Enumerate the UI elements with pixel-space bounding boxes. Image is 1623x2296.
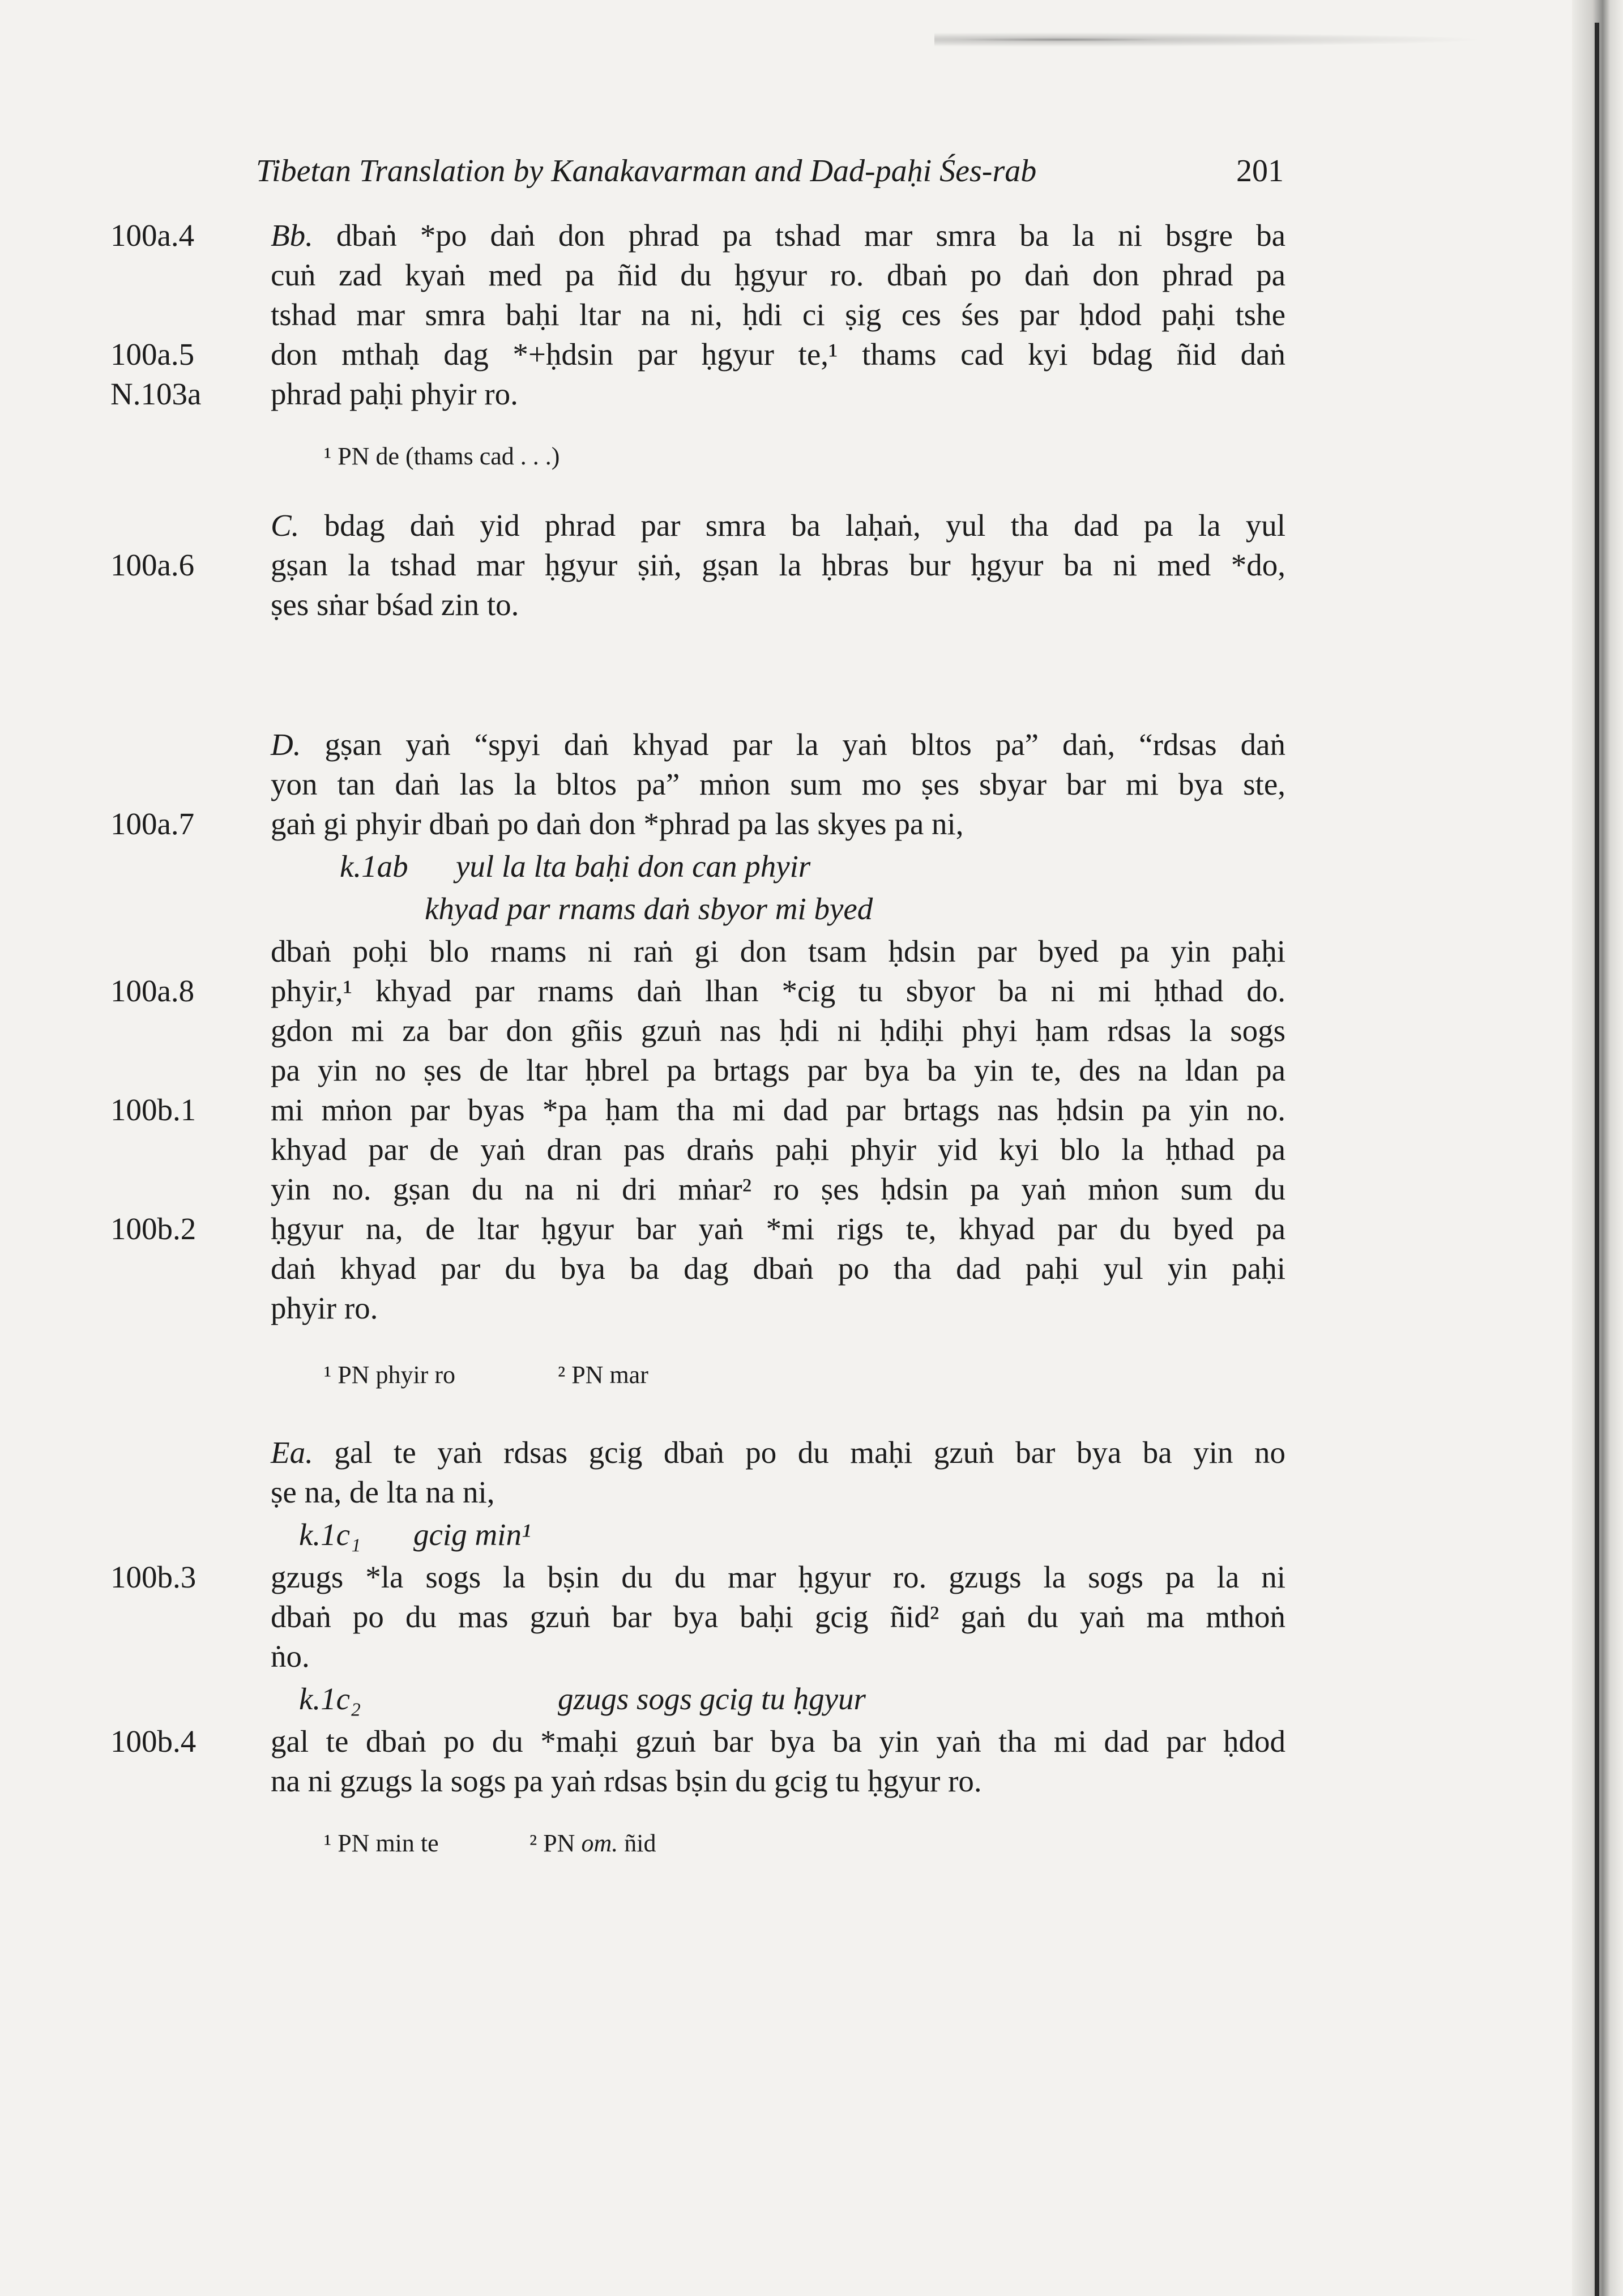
text-line: cuṅ zad kyaṅ med pa ñid du ḥgyur ro. dbaṅ po daṅ don phrad pa xyxy=(271,258,1285,292)
text-span: gṣan yaṅ “spyi daṅ khyad par la yaṅ bltos pa” daṅ, “rdsas daṅ xyxy=(324,727,1285,762)
section-label: D. xyxy=(271,727,301,762)
verse-line: khyad par rnams daṅ sbyor mi byed xyxy=(425,891,873,926)
text-line: mi mṅon par byas *pa ḥam tha mi dad par brtags nas ḥdsin pa yin no. xyxy=(271,1092,1285,1127)
text-span: bdag daṅ yid phrad par smra ba laḥaṅ, yul tha dad pa la yul xyxy=(324,508,1285,543)
verse-label: k.1ab xyxy=(340,849,408,884)
running-head xyxy=(256,148,1284,194)
section-label: C. xyxy=(271,508,300,543)
text-line: dbaṅ po du mas gzuṅ bar bya baḥi gcig ñid² gaṅ du yaṅ ma mthoṅ xyxy=(271,1599,1285,1634)
text-line: daṅ khyad par du bya ba dag dbaṅ po tha dad paḥi yul yin paḥi xyxy=(271,1251,1285,1286)
text-span: gal te yaṅ rdsas gcig dbaṅ po du maḥi gzuṅ bar bya ba yin no xyxy=(334,1435,1285,1470)
margin-ref: 100a.6 xyxy=(110,548,195,582)
section-label: Bb. xyxy=(271,218,313,253)
verse-line: gzugs sogs gcig tu ḥgyur xyxy=(558,1682,866,1716)
margin-ref: 100b.1 xyxy=(110,1092,197,1127)
text-line: don mthaḥ dag *+ḥdsin par ḥgyur te,¹ thams cad kyi bdag ñid daṅ xyxy=(271,337,1285,372)
footnote: ¹ PN de (thams cad . . .) xyxy=(324,442,560,470)
footnote: ¹ PN min te xyxy=(324,1829,439,1857)
footnote-text: ² PN xyxy=(529,1829,575,1857)
text-span: dbaṅ *po daṅ don phrad pa tshad mar smra ba la ni bsgre ba xyxy=(336,218,1286,253)
text-line xyxy=(271,506,1285,545)
margin-ref: 100b.2 xyxy=(110,1211,197,1246)
text-line: ṅo. xyxy=(271,1639,310,1674)
footnote-text: ñid xyxy=(624,1829,656,1857)
text-line: yin no. gṣan du na ni dri mṅar² ro ṣes ḥdsin pa yaṅ mṅon sum du xyxy=(271,1172,1285,1206)
footnote xyxy=(529,1826,656,1860)
footnote: ¹ PN phyir ro xyxy=(324,1361,455,1389)
text-line: ṣes sṅar bśad zin to. xyxy=(271,587,519,622)
text-line: na ni gzugs la sogs pa yaṅ rdsas bṣin du gcig tu ḥgyur ro. xyxy=(271,1764,982,1798)
footnote: ² PN mar xyxy=(558,1361,648,1389)
text-line: tshad mar smra baḥi ltar na ni, ḥdi ci ṣig ces śes par ḥdod paḥi tshe xyxy=(271,297,1285,332)
margin-ref: 100a.8 xyxy=(110,974,195,1008)
page-number: 201 xyxy=(1236,153,1284,189)
text-line: gdon mi za bar don gñis gzuṅ nas ḥdi ni ḥdiḥi phyi ḥam rdsas la sogs xyxy=(271,1013,1285,1048)
margin-ref: N.103a xyxy=(110,377,202,411)
text-line: yon tan daṅ las la bltos pa” mṅon sum mo ṣes sbyar bar mi bya ste, xyxy=(271,767,1285,801)
running-head-title: Tibetan Translation by Kanakavarman and Dad-paḥi Śes-rab xyxy=(256,153,1037,189)
text-line: gaṅ gi phyir dbaṅ po daṅ don *phrad pa las skyes pa ni, xyxy=(271,806,964,841)
section-label: Ea. xyxy=(271,1435,313,1470)
text-line: gzugs *la sogs la bṣin du du mar ḥgyur ro. gzugs la sogs pa la ni xyxy=(271,1560,1285,1594)
text-line xyxy=(271,1433,1285,1473)
verse-line: gcig min¹ xyxy=(413,1517,531,1552)
text-line: gal te dbaṅ po du *maḥi gzuṅ bar bya ba yin yaṅ tha mi dad par ḥdod xyxy=(271,1724,1285,1759)
text-line: phyir ro. xyxy=(271,1291,378,1325)
text-line: ṣe na, de lta na ni, xyxy=(271,1475,495,1509)
verse-label: k.1c₂ xyxy=(299,1682,361,1716)
text-line: phrad paḥi phyir ro. xyxy=(271,377,518,411)
text-line: gṣan la tshad mar ḥgyur ṣiṅ, gṣan la ḥbras bur ḥgyur ba ni med *do, xyxy=(271,548,1285,582)
footnote-abbrev: om. xyxy=(581,1829,618,1857)
verse-label: k.1c₁ xyxy=(299,1517,361,1552)
text-line: pa yin no ṣes de ltar ḥbrel pa brtags par bya ba yin te, des na ldan pa xyxy=(271,1053,1285,1087)
margin-ref: 100a.7 xyxy=(110,806,195,841)
text-line xyxy=(271,216,1285,255)
text-line xyxy=(271,725,1285,765)
text-line: ḥgyur na, de ltar ḥgyur bar yaṅ *mi rigs te, khyad par du byed pa xyxy=(271,1211,1285,1246)
margin-ref: 100a.4 xyxy=(110,218,195,253)
verse-line: yul la lta baḥi don can phyir xyxy=(456,849,811,884)
margin-ref: 100a.5 xyxy=(110,337,195,372)
text-line: dbaṅ poḥi blo rnams ni raṅ gi don tsam ḥdsin par byed pa yin paḥi xyxy=(271,934,1285,968)
margin-ref: 100b.3 xyxy=(110,1560,197,1594)
text-line: phyir,¹ khyad par rnams daṅ lhan *cig tu sbyor ba ni mi ḥthad do. xyxy=(271,974,1285,1008)
margin-ref: 100b.4 xyxy=(110,1724,197,1759)
text-line: khyad par de yaṅ dran pas draṅs paḥi phyir yid kyi blo la ḥthad pa xyxy=(271,1132,1285,1167)
